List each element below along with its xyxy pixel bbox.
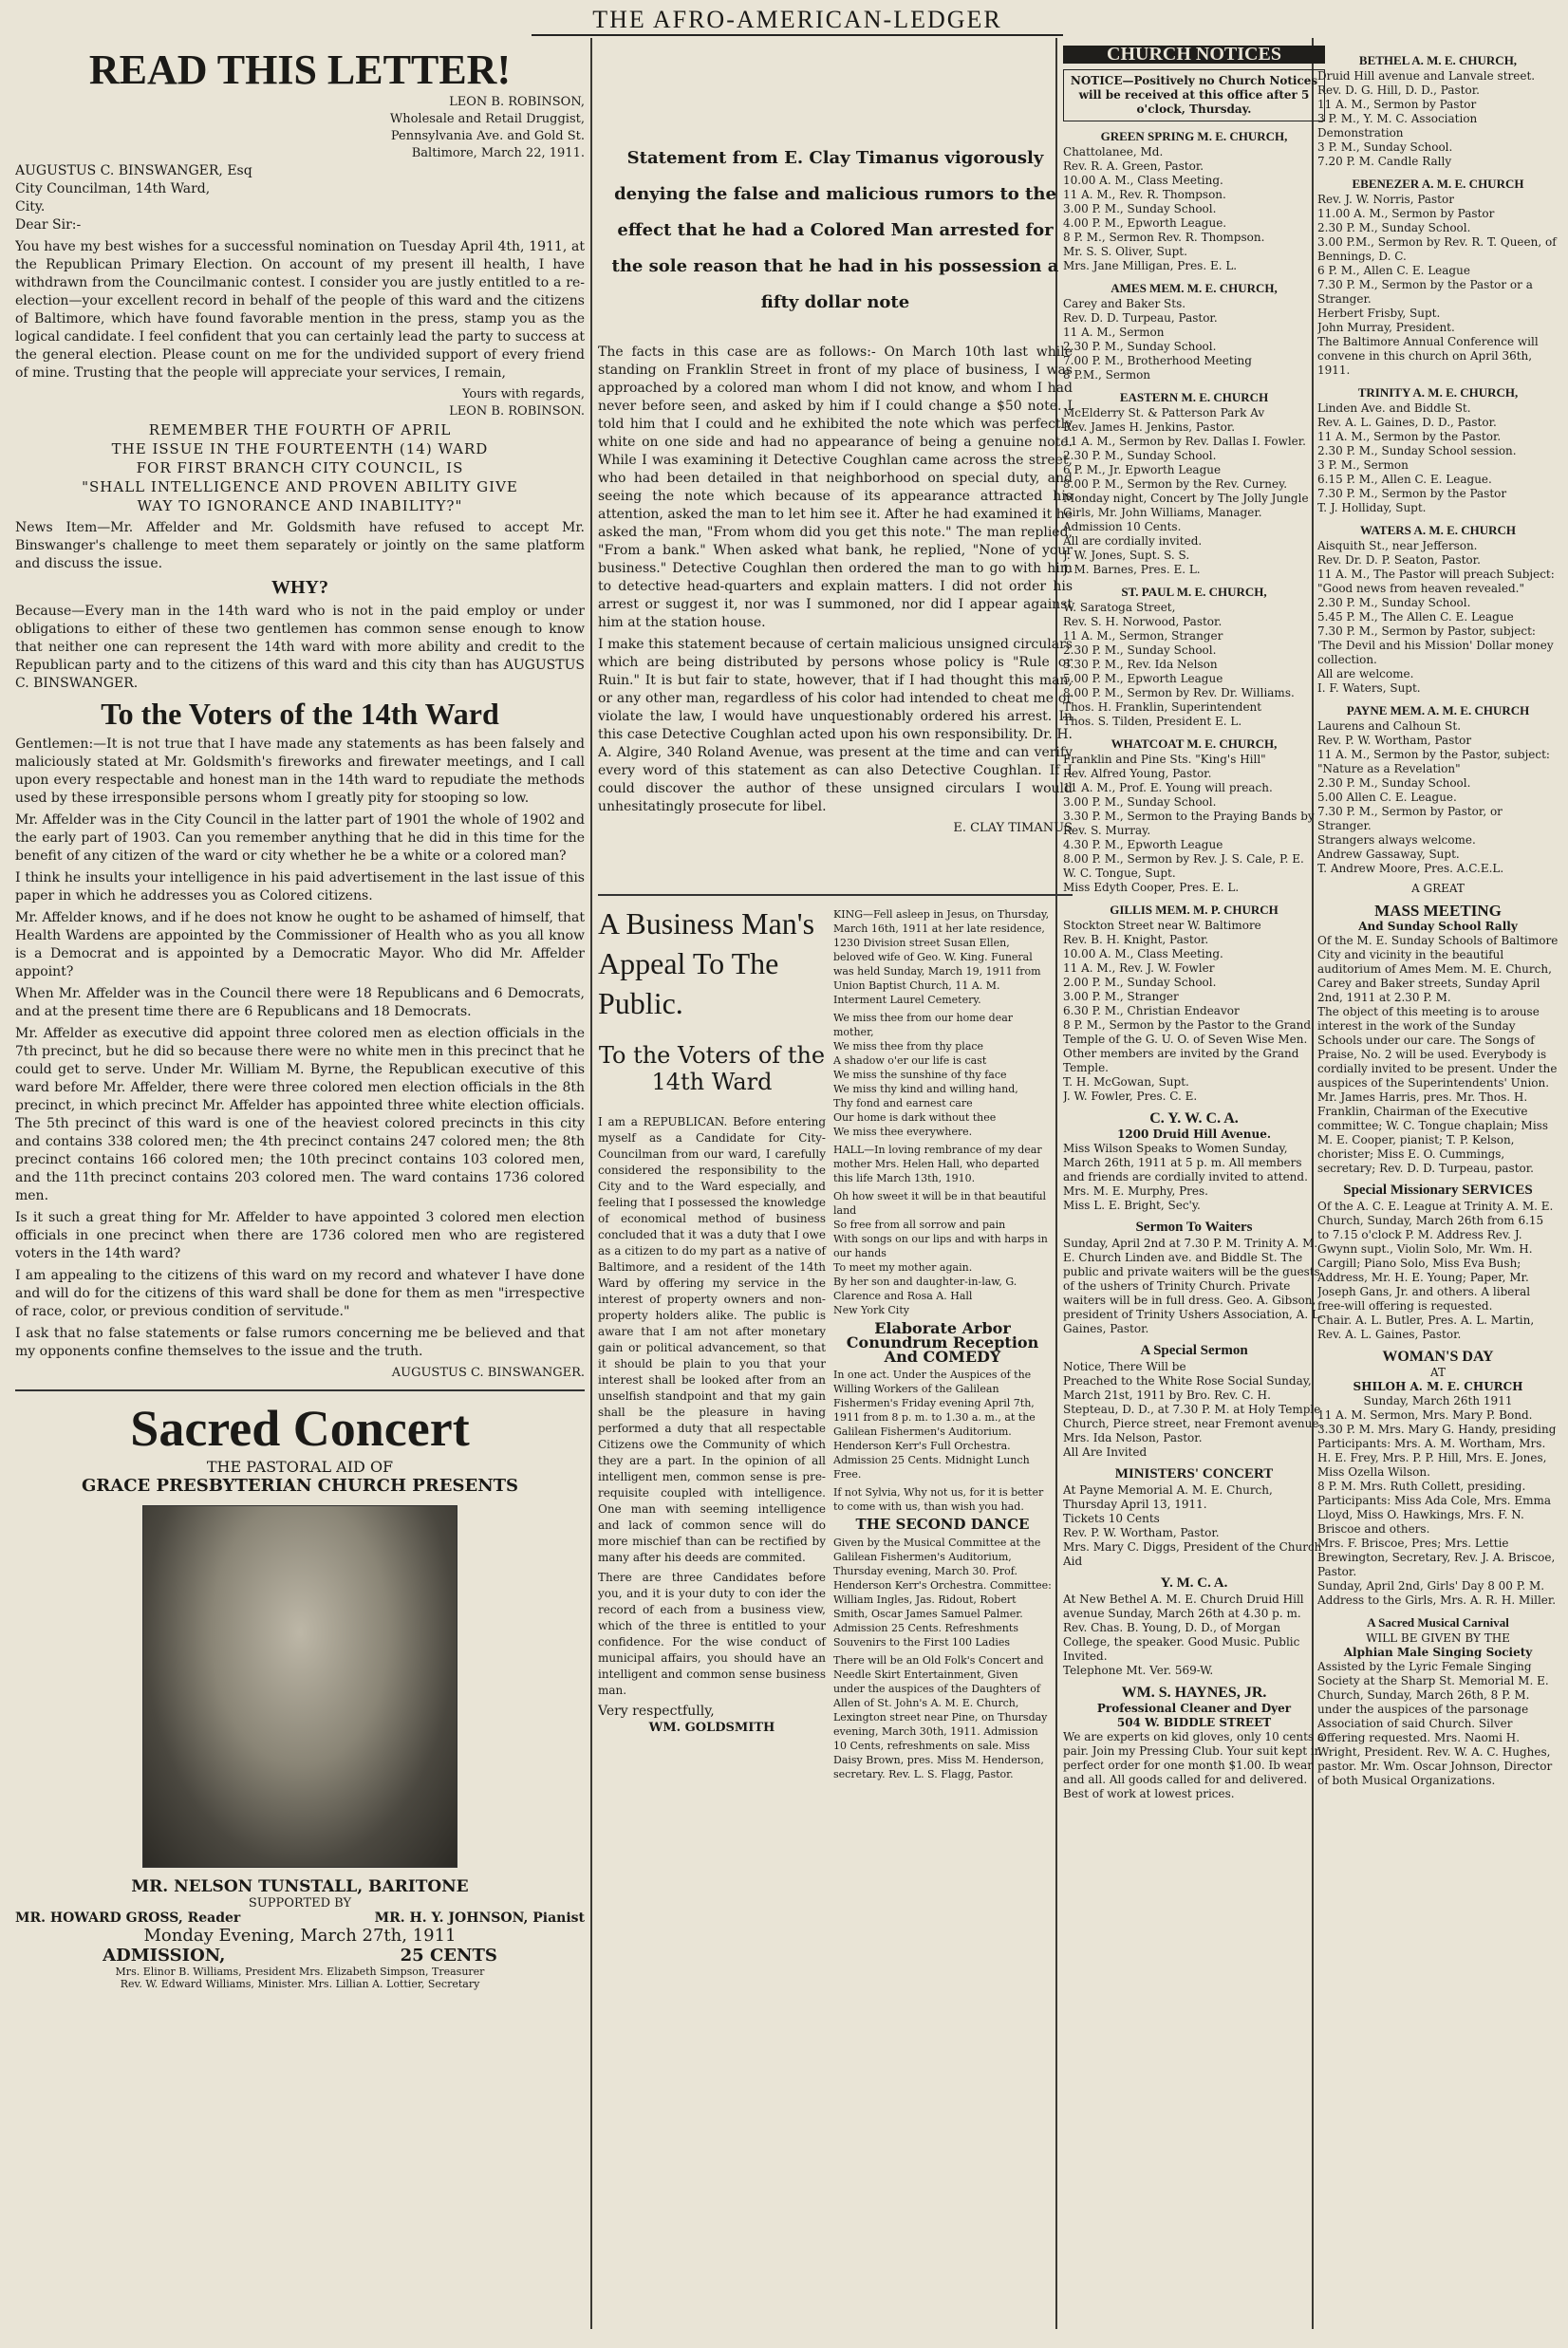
church-schedule: Chattolanee, Md. Rev. R. A. Green, Pastor. 10.00 A. M., Class Meeting. 11 A. M., Rev. R. Thompson. 3.00 P. M., Sunday School. 4.00 P. M., Epworth League. 8 P. M., Sermon Rev. R. Thompson. Mr. S. S. Oliver, Supt. Mrs. Jane Milligan, Pres. E. L. bbox=[1063, 145, 1265, 272]
obituary-hall: HALL—In loving rembrance of my dear mother Mrs. Helen Hall, who departed this life March 13th, 1910. bbox=[833, 1144, 1042, 1184]
concert-star: MR. NELSON TUNSTALL, BARITONE bbox=[131, 1877, 469, 1896]
column-4 bbox=[1317, 46, 1559, 2333]
obituary-poem: Oh how sweet it will be in that beautiful land So free from all sorrow and pain With songs on our lips and with harps in our hands To meet my mother again. By her son and daughter-in-law, G. Clarence and Rosa A. Hall New York City bbox=[833, 1190, 1048, 1316]
arbor-headline: Elaborate Arbor Conundrum Reception And COMEDY bbox=[846, 1319, 1039, 1366]
obituary-king: KING—Fell asleep in Jesus, on Thursday, March 16th, 1911 at her late residence, 1230 Division street Susan Ellen, beloved wife of Geo. W. King. Funeral was held Sunday, March 19, 1911 from Union Baptist Church, 11 A. M. Interment Laurel Cemetery. bbox=[833, 908, 1050, 1006]
concert-subhead: THE PASTORAL AID OF bbox=[206, 1458, 394, 1476]
church-name: EBENEZER A. M. E. CHURCH bbox=[1352, 177, 1524, 191]
mass-meeting-heading: MASS MEETING bbox=[1374, 902, 1502, 920]
womans-day-church: SHILOH A. M. E. CHURCH bbox=[1353, 1380, 1523, 1393]
because-paragraph: Because—Every man in the 14th ward who is not in the paid employ or under obligations to either of these two gentlemen has common sense enough to know that neither one can represent the 14th ward with more ability and credit to the Republican party and to the citizens of this ward and this city than has AUGUSTUS C. BINSWANGER. bbox=[15, 604, 585, 691]
statement-headline: Statement from E. Clay Timanus vigorously denying the false and malicious rumors to the effect that he had a Colored Man arrested for the sole reason that he had in his possession a fifty dollar note bbox=[611, 148, 1059, 312]
voters-signature: AUGUSTUS C. BINSWANGER. bbox=[391, 1366, 585, 1380]
carnival-heading: A Sacred Musical Carnival bbox=[1367, 1615, 1509, 1630]
statement-signature: E. CLAY TIMANUS bbox=[953, 821, 1073, 835]
voters-paragraph: I ask that no false statements or false rumors concerning me be believed and that my opponents confine themselves to the issue and the truth. bbox=[15, 1326, 585, 1359]
statement-paragraph: I make this statement because of certain malicious unsigned circulars which are being distributed by persons whose policy is "Rule or Ruin." It is but fair to state, however, that if I had thought this man, or any other man, regardless of his color had intended to cheat me or violate the law, I would have unquestionably ordered his arrest. In this case Detective Coughlan acted upon his own responsibility. Dr. H. A. Algire, 340 Roland Avenue, was present at the time and can verify every word of this statement as can also Detective Coughlan. If I could discover the author of these unsigned circulars I would unhesitatingly prosecute for libel. bbox=[598, 637, 1073, 814]
church-name: WHATCOAT M. E. CHURCH, bbox=[1111, 736, 1278, 751]
ymca-body: At New Bethel A. M. E. Church Druid Hill avenue Sunday, March 26th at 4.30 p. m. Rev. Chas. B. Young, D. D., of Morgan College, the speaker. Good Music. Public Invited. bbox=[1063, 1593, 1304, 1663]
waiters-heading: Sermon To Waiters bbox=[1135, 1220, 1253, 1235]
church-name: GREEN SPRING M. E. CHURCH, bbox=[1100, 129, 1288, 143]
ywca-address: 1200 Druid Hill Avenue. bbox=[1116, 1127, 1272, 1141]
special-sermon-body: Notice, There Will be Preached to the White Rose Social Sunday, March 21st, 1911 by Bro. Rev. C. H. Stepteau, D. D., at 7.30 P. M. at Holy Temple Church, Pierce street, near Fremont avenue. Mrs. Ida Nelson, Pastor. All Are Invited bbox=[1063, 1360, 1323, 1459]
voters-paragraph: Mr. Affelder as executive did appoint three colored men as election officials in the 7th precinct, but he did so because there were no white men in this precinct that he could get to serve. Under Mr. William M. Byrne, the Republican executive of this ward before Mr. Affelder, there were three colored men election officials in the 8th precinct, in which precinct Mr. Affelder has appointed three white election officials. The 5th precinct of this ward is one of the heaviest colored precincts in this city and contains 338 colored men; the 4th precinct contains 247 colored men; the 8th precinct contains 166 colored men; the 10th precinct contains 103 colored men, and the 11th precinct contains 203 colored men. The ward contains 1736 colored men. bbox=[15, 1026, 585, 1203]
letter-body: You have my best wishes for a successful nomination on Tuesday April 4th, 1911, at the Republican Primary Election. On account of my present ill health, I have withdrawn from the Councilmanic contest. I consider you are justly entitled to a re-election—your excellent record in behalf of the people of this ward and the citizens of Baltimore, which have found favorable mention in the press, stamp you as the logical candidate. I feel confident that you can certainly lead the party to success at the general election. Please count on me for the undivided support of every friend of mine. Trusting that the people will appreciate your services, I remain, bbox=[15, 239, 585, 381]
mass-meeting-body: Of the M. E. Sunday Schools of Baltimore City and vicinity in the beautiful auditorium of Ames Mem. M. E. Church, Carey and Baker streets, Sunday April 2nd, 1911 at 2.30 P. M. The object of this meeting is to arouse interest in the work of the Sunday Schools under our care. The Songs of Praise, No. 2 will be used. Everybody is cordially invited to be present. Under the auspices of the Superintendents' Union. Mr. James Harris, pres. Mr. Thos. H. Franklin, Chairman of the Executive committee; W. C. Tongue chaplain; Miss M. E. Cooper, pianist; T. P. Kelson, chorister; Miss E. O. Cummings, secretary; Rev. D. D. Turpeau, pastor. bbox=[1317, 934, 1559, 1175]
concert-headline: Sacred Concert bbox=[130, 1400, 470, 1457]
missionary-body: Of the A. C. E. League at Trinity A. M. E. Church, Sunday, March 26th from 6.15 to 7.15 o'clock P. M. Address Rev. J. Gwynn supt., Violin Solo, Mr. Wm. H. Cargill; Piano Solo, Miss Eva Bush; Address, Mr. H. E. Young; Paper, Mr. Joseph Gans, Jr. and others. A liberal free-will offering is requested. Chair. A. L. Butler, Pres. A. L. Martin, Rev. A. L. Gaines, Pastor. bbox=[1317, 1200, 1554, 1341]
letter-close: Yours with regards, LEON B. ROBINSON. bbox=[449, 387, 585, 419]
great-label: A GREAT bbox=[1411, 882, 1465, 895]
concert-church: GRACE PRESBYTERIAN CHURCH PRESENTS bbox=[81, 1476, 519, 1496]
church-schedule: W. Saratoga Street, Rev. S. H. Norwood, Pastor. 11 A. M., Sermon, Stranger 2.30 P. M., Sunday School. 3.30 P. M., Rev. Ida Nelson 5.00 P. M., Epworth League 8.00 P. M., Sermon by Rev. Dr. Williams. Thos. H. Franklin, Superintendent Thos. S. Tilden, President E. L. bbox=[1063, 601, 1295, 728]
waiters-body: Sunday, April 2nd at 7.30 P. M. Trinity A. M. E. Church Linden ave. and Biddle St. The public and private waiters will be the guests of the ushers of Trinity Church. Private waiters will be in full dress. Geo. A. Gibson, president of Trinity Ushers Association, A. L. Gaines, Pastor. bbox=[1063, 1237, 1323, 1335]
oldfolk-body: There will be an Old Folk's Concert and Needle Skirt Entertainment, Given under the auspices of the Daughters of Allen of St. John's A. M. E. Church, Lexington street near Pine, on Thursday evening, March 30th, 1911. Admission 10 Cents, refreshments on sale. Miss Daisy Brown, pres. Miss M. Henderson, secretary. Rev. L. S. Flagg, Pastor. bbox=[833, 1654, 1048, 1780]
concert-date: Monday Evening, March 27th, 1911 bbox=[143, 1926, 457, 1946]
church-schedule: Rev. J. W. Norris, Pastor 11.00 A. M., Sermon by Pastor 2.30 P. M., Sunday School. 3.00 P.M., Sermon by Rev. R. T. Queen, of Bennings, D. C. 6 P. M., Allen C. E. League 7.30 P. M., Sermon by the Pastor or a Stranger. Herbert Frisby, Supt. John Murray, President. The Baltimore Annual Conference will convene in this church on April 36th, 1911. bbox=[1317, 193, 1557, 377]
column-3 bbox=[1063, 46, 1325, 2333]
ministers-body: At Payne Memorial A. M. E. Church, Thursday April 13, 1911. Tickets 10 Cents Rev. P. W. Wortham, Pastor. Mrs. Mary C. Diggs, President of the Church Aid bbox=[1063, 1483, 1322, 1568]
concert-admission: ADMISSION, bbox=[103, 1946, 226, 1966]
voters-paragraph: Is it such a great thing for Mr. Affelder to have appointed 3 colored men election officials in one precinct when there are 1736 colored men who are registered voters in the 14th ward? bbox=[15, 1210, 585, 1261]
voters-paragraph: When Mr. Affelder was in the Council there were 18 Republicans and 6 Democrats, and at the present time there are 6 Republicans and 18 Democrats. bbox=[15, 986, 585, 1019]
concert-admission-row bbox=[15, 1946, 585, 1966]
concert-pianist: MR. H. Y. JOHNSON, Pianist bbox=[374, 1910, 585, 1926]
church-schedule: Franklin and Pine Sts. "King's Hill" Rev. Alfred Young, Pastor. 11 A. M., Prof. E. Young will preach. 3.00 P. M., Sunday School. 3.30 P. M., Sermon to the Praying Bands by Rev. S. Murray. 4.30 P. M., Epworth League 8.00 P. M., Sermon by Rev. J. S. Cale, P. E. W. C. Tongue, Supt. Miss Edyth Cooper, Pres. E. L. bbox=[1063, 753, 1315, 894]
ministers-heading: MINISTERS' CONCERT bbox=[1114, 1466, 1274, 1481]
church-name: AMES MEM. M. E. CHURCH, bbox=[1111, 281, 1278, 295]
womans-day-body: 11 A. M. Sermon, Mrs. Mary P. Bond. 3.30 P. M. Mrs. Mary G. Handy, presiding Participants: Mrs. A. M. Wortham, Mrs. H. E. Frey, Mrs. P. P. Hill, Mrs. E. Jones, Miss Ozella Wilson. 8 P. M. Mrs. Ruth Collett, presiding. Participants: Miss Ada Cole, Mrs. Emma Lloyd, Miss O. Hawkings, Mrs. F. N. Briscoe and others. Mrs. F. Briscoe, Pres; Mrs. Lettie Brewington, Secretary, Rev. J. A. Briscoe, Pastor. Sunday, April 2nd, Girls' Day 8 00 P. M. Address to the Girls, Mrs. A. R. H. Miller. bbox=[1317, 1408, 1557, 1607]
haynes-subhead: Professional Cleaner and Dyer 504 W. BIDDLE STREET bbox=[1096, 1702, 1292, 1729]
church-schedule: Aisquith St., near Jefferson. Rev. Dr. D. P. Seaton, Pastor. 11 A. M., The Pastor will preach Subject: "Good news from heaven revealed." 2.30 P. M., Sunday School. 5.45 P. M., The Allen C. E. League 7.30 P. M., Sermon by Pastor, subject: 'The Devil and his Mission' Dollar money collection. All are welcome. I. F. Waters, Supt. bbox=[1317, 539, 1555, 695]
church-schedule: Laurens and Calhoun St. Rev. P. W. Wortham, Pastor 11 A. M., Sermon by the Pastor, subject: "Nature as a Revelation" 2.30 P. M., Sunday School. 5.00 Allen C. E. League. 7.30 P. M., Sermon by Pastor, or Stranger. Strangers always welcome. Andrew Gassaway, Supt. T. Andrew Moore, Pres. A.C.E.L. bbox=[1317, 719, 1550, 875]
why-heading: WHY? bbox=[271, 577, 328, 598]
masthead: THE AFRO-AMERICAN-LEDGER bbox=[532, 6, 1063, 36]
church-list bbox=[1317, 53, 1559, 876]
church-name: GILLIS MEM. M. P. CHURCH bbox=[1110, 903, 1279, 917]
divider bbox=[15, 1389, 585, 1391]
voters-paragraph: Mr. Affelder was in the City Council in the latter part of 1901 the whole of 1902 and the early part of 1903. Can you remember anything that he did in this time for the benefit of any citizen of the ward or city whether he be a white or a colored man? bbox=[15, 812, 585, 864]
ymca-heading: Y. M. C. A. bbox=[1160, 1575, 1228, 1591]
church-schedule: Carey and Baker Sts. Rev. D. D. Turpeau, Pastor. 11 A. M., Sermon 2.30 P. M., Sunday School. 7.00 P. M., Brotherhood Meeting 8 P.M., Sermon bbox=[1063, 297, 1252, 382]
haynes-body: We are experts on kid gloves, only 10 cents a pair. Join my Pressing Club. Your suit kept in perfect order for one month $1.00. Ib wear and all. All goods called for and delivered. Best of work at lowest prices. bbox=[1063, 1730, 1325, 1800]
arbor-body: In one act. Under the Auspices of the Willing Workers of the Galilean Fishermen's Friday evening April 7th, 1911 from 8 p. m. to 1.30 a. m., at the Galilean Fishermen's Auditorium. Henderson Kerr's Full Orchestra. Admission 25 Cents. Midnight Lunch Free. bbox=[833, 1369, 1036, 1481]
concert-supported: SUPPORTED BY bbox=[248, 1896, 352, 1910]
carnival-subhead: WILL BE GIVEN BY THE bbox=[1366, 1631, 1510, 1645]
concert-reader: MR. HOWARD GROSS, Reader bbox=[15, 1910, 241, 1926]
letter-salutation: Dear Sir:- bbox=[15, 217, 82, 233]
church-list bbox=[1063, 129, 1325, 1104]
concert-officers: Mrs. Elinor B. Williams, President Mrs. Elizabeth Simpson, Treasurer Rev. W. Edward Williams, Minister. Mrs. Lillian A. Lottier, Secretary bbox=[115, 1966, 485, 1990]
womans-day-heading: WOMAN'S DAY bbox=[1382, 1349, 1494, 1365]
church-name: EASTERN M. E. CHURCH bbox=[1119, 390, 1269, 404]
portrait-photo bbox=[142, 1505, 457, 1868]
church-schedule: Druid Hill avenue and Lanvale street. Rev. D. G. Hill, D. D., Pastor. 11 A. M., Sermon by Pastor 3 P. M., Y. M. C. Association Demonstration 3 P. M., Sunday School. 7.20 P. M. Candle Rally bbox=[1317, 69, 1536, 168]
dance-headline: THE SECOND DANCE bbox=[855, 1516, 1030, 1533]
haynes-heading: WM. S. HAYNES, JR. bbox=[1121, 1685, 1267, 1701]
statement-paragraph: The facts in this case are as follows:- On March 10th last while standing on Franklin Street in front of my place of business, I was approached by a colored man whom I did not know, and whom I had never before seen, and asked by him if I could change a $50 note. I told him that I could and he exhibited the note which was perfectly white on one side and had no appearance of being a genuine note. While I was examining it Detective Coughlan came across the street, who had been detailed in that neighborhood on special duty, and seeing the note which because of its appearance attracted his attention, asked the man to let him see it. After he had examined it he asked the man, "From whom did you get this note." The man replied, "From a bank." When asked what bank, he replied, "None of your business." Detective Coughlan then ordered the man to go with him to detective head-quarters and explain matters. I did not order his arrest or suggest it, nor was I summoned, nor did I appear against him at the station house. bbox=[598, 345, 1073, 630]
notices-column bbox=[833, 904, 1052, 1785]
ywca-body: Miss Wilson Speaks to Women Sunday, March 26th, 1911 at 5 p. m. All members and friends are cordially invited to attend. Mrs. M. E. Murphy, Pres. Miss L. E. Bright, Sec'y. bbox=[1063, 1142, 1308, 1212]
appeal-body: There are three Candidates before you, and it is your duty to con ider the record of each from a business view, which of the three is entitled to your confidence. For the wise conduct of municipal affairs, you should have an intelligent and common sense business man. bbox=[598, 1571, 826, 1697]
appeal-close: Very respectfully, bbox=[598, 1704, 715, 1719]
church-schedule: Stockton Street near W. Baltimore Rev. B. H. Knight, Pastor. 10.00 A. M., Class Meeting. 11 A. M., Rev. J. W. Fowler 2.00 P. M., Sunday School. 3.00 P. M., Stranger 6.30 P. M., Christian Endeavor 8 P. M., Sermon by the Pastor to the Grand Temple of the G. U. O. of Seven Wise Men. Other members are invited by the Grand Temple. T. H. McGowan, Supt. J. W. Fowler, Pres. C. E. bbox=[1063, 919, 1312, 1103]
column-rule bbox=[590, 38, 592, 2329]
church-notice-warning: NOTICE—Positively no Church Notices will be received at this office after 5 o'clock, Thursday. bbox=[1063, 69, 1325, 121]
appeal-body: I am a REPUBLICAN. Before entering myself as a Candidate for City-Councilman from our ward, I carefully considered the responsibility to the City and to the Ward especially, and feeling that I possessed the knowledge of economical method of business concluded that it was a duty that I owe as a citizen to do my part as a native of Baltimore, and a resident of the 14th Ward by offering my service in the interest of property owners and non-property holders alike. The public is aware that I am not after monetary gain or political advancement, so that it should be plain to you that your interest shall be looked after from an unselfish standpoint and that my gain shall be the pleasure in having performed a duty that all respectable Citizens owe the Community of which they are a part. In the opinion of all intelligent men, common sense is pre-requisite coupled with intelligence. One man with seeming intelligence and lack of common sence will do more mischief than can be rectified by many after his deeds are commited. bbox=[598, 1115, 826, 1564]
appeal-signature: WM. GOLDSMITH bbox=[648, 1721, 775, 1735]
church-schedule: McElderry St. & Patterson Park Av Rev. James H. Jenkins, Pastor. 11 A. M., Sermon by Rev. Dallas I. Fowler. 2.30 P. M., Sunday School. 6 P. M., Jr. Epworth League 8.00 P. M., Sermon by the Rev. Curney. Monday night, Concert by The Jolly Jungle Girls, Mr. John Williams, Manager. Admission 10 Cents. All are cordially invited. J. W. Jones, Supt. S. S. J. M. Barnes, Pres. E. L. bbox=[1063, 406, 1309, 576]
obituary-poem: We miss thee from our home dear mother, We miss thee from thy place A shadow o'er our life is cast We miss the sunshine of thy face We miss thy kind and willing hand, Thy fond and earnest care Our home is dark without thee We miss thee everywhere. bbox=[833, 1012, 1018, 1138]
letter-headline: READ THIS LETTER! bbox=[88, 47, 512, 93]
letter-sender: LEON B. ROBINSON, Wholesale and Retail Druggist, Pennsylvania Ave. and Gold St. Baltimore, March 22, 1911. bbox=[389, 95, 585, 160]
telephone: Telephone Mt. Ver. 569-W. bbox=[1063, 1664, 1214, 1677]
church-name: BETHEL A. M. E. CHURCH, bbox=[1358, 53, 1518, 67]
voters-heading: To the Voters of the 14th Ward bbox=[101, 697, 499, 731]
arbor-tagline: If not Sylvia, Why not us, for it is better to come with us, than wish you had. bbox=[833, 1486, 1044, 1513]
voters-paragraph: I am appealing to the citizens of this ward on my record and whatever I have done and will do for the citizens of this ward shall be done for them as men "irrespective of race, color, or previous condition of servitude." bbox=[15, 1268, 585, 1319]
special-sermon-heading: A Special Sermon bbox=[1140, 1343, 1248, 1358]
church-schedule: Linden Ave. and Biddle St. Rev. A. L. Gaines, D. D., Pastor. 11 A. M., Sermon by the Pastor. 2.30 P. M., Sunday School session. 3 P. M., Sermon 6.15 P. M., Allen C. E. League. 7.30 P. M., Sermon by the Pastor T. J. Holliday, Supt. bbox=[1317, 401, 1517, 514]
church-name: TRINITY A. M. E. CHURCH, bbox=[1357, 385, 1519, 400]
church-notices-header: CHURCH NOTICES bbox=[1063, 46, 1325, 64]
church-name: ST. PAUL M. E. CHURCH, bbox=[1121, 585, 1267, 599]
divider bbox=[598, 894, 1073, 896]
womans-day-date: Sunday, March 26th 1911 bbox=[1363, 1394, 1513, 1407]
missionary-heading: Special Missionary SERVICES bbox=[1343, 1183, 1533, 1198]
appeal-column bbox=[598, 904, 826, 1785]
news-item: News Item—Mr. Affelder and Mr. Goldsmith have refused to accept Mr. Binswanger's challenge to meet them separately or jointly on the same platform and discuss the issue. bbox=[15, 520, 585, 571]
voters-paragraph: Gentlemen:—It is not true that I have made any statements as has been falsely and maliciously stated at Mr. Goldsmith's fireworks and firewater meetings, and I call upon every respectable and honest man in the 14th ward to repudiate the methods used by these irresponsible persons whom I greatly pity for stooping so low. bbox=[15, 736, 585, 806]
mass-meeting-subhead: And Sunday School Rally bbox=[1358, 920, 1518, 933]
voters-paragraph: I think he insults your intelligence in his paid advertisement in the last issue of this paper in which he addresses you as Colored citizens. bbox=[15, 870, 585, 904]
womans-day-at: AT bbox=[1429, 1366, 1446, 1379]
church-name: PAYNE MEM. A. M. E. CHURCH bbox=[1346, 703, 1530, 717]
remember-notice: REMEMBER THE FOURTH OF APRIL THE ISSUE IN THE FOURTEENTH (14) WARD FOR FIRST BRANCH CITY COUNCIL, IS "SHALL INTELLIGENCE AND PROVEN ABILITY GIVE WAY TO IGNORANCE AND INABILITY?" bbox=[82, 421, 518, 514]
carnival-society: Alphian Male Singing Society bbox=[1343, 1646, 1533, 1659]
column-1 bbox=[15, 46, 585, 2333]
concert-performers bbox=[15, 1910, 585, 1926]
letter-addressee: AUGUSTUS C. BINSWANGER, Esq City Councilman, 14th Ward, City. bbox=[15, 163, 252, 214]
carnival-body: Assisted by the Lyric Female Singing Society at the Sharp St. Memorial M. E. Church, Sunday, March 26th, 8 P. M. under the auspices of the parsonage Association of said Church. Silver Offering requested. Mrs. Naomi H. Wright, President. Rev. W. A. C. Hughes, pastor. Mr. Wm. Oscar Johnson, Director of both Musical Organizations. bbox=[1317, 1660, 1553, 1787]
appeal-voters: To the Voters of the 14th Ward bbox=[598, 1042, 826, 1095]
dance-body: Given by the Musical Committee at the Galilean Fishermen's Auditorium, Thursday evening, March 30. Prof. Henderson Kerr's Orchestra. Committee: William Ingles, Jas. Ridout, Robert Smith, Oscar James Samuel Palmer. Admission 25 Cents. Refreshments Souvenirs to the First 100 Ladies bbox=[833, 1537, 1052, 1649]
ywca-heading: C. Y. W. C. A. bbox=[1149, 1110, 1239, 1127]
appeal-headline: A Business Man's Appeal To The Public. bbox=[598, 906, 815, 1020]
lower-section bbox=[598, 904, 1073, 1785]
column-2 bbox=[598, 46, 1073, 2333]
voters-paragraph: Mr. Affelder knows, and if he does not know he ought to be ashamed of himself, that Health Wardens are appointed by the Commissioner of Health who as you all know is a Democrat and is appointed by a Democratic Mayor. Who did Mr. Affelder appoint? bbox=[15, 910, 585, 979]
church-name: WATERS A. M. E. CHURCH bbox=[1359, 523, 1517, 537]
concert-price: 25 CENTS bbox=[400, 1946, 497, 1966]
